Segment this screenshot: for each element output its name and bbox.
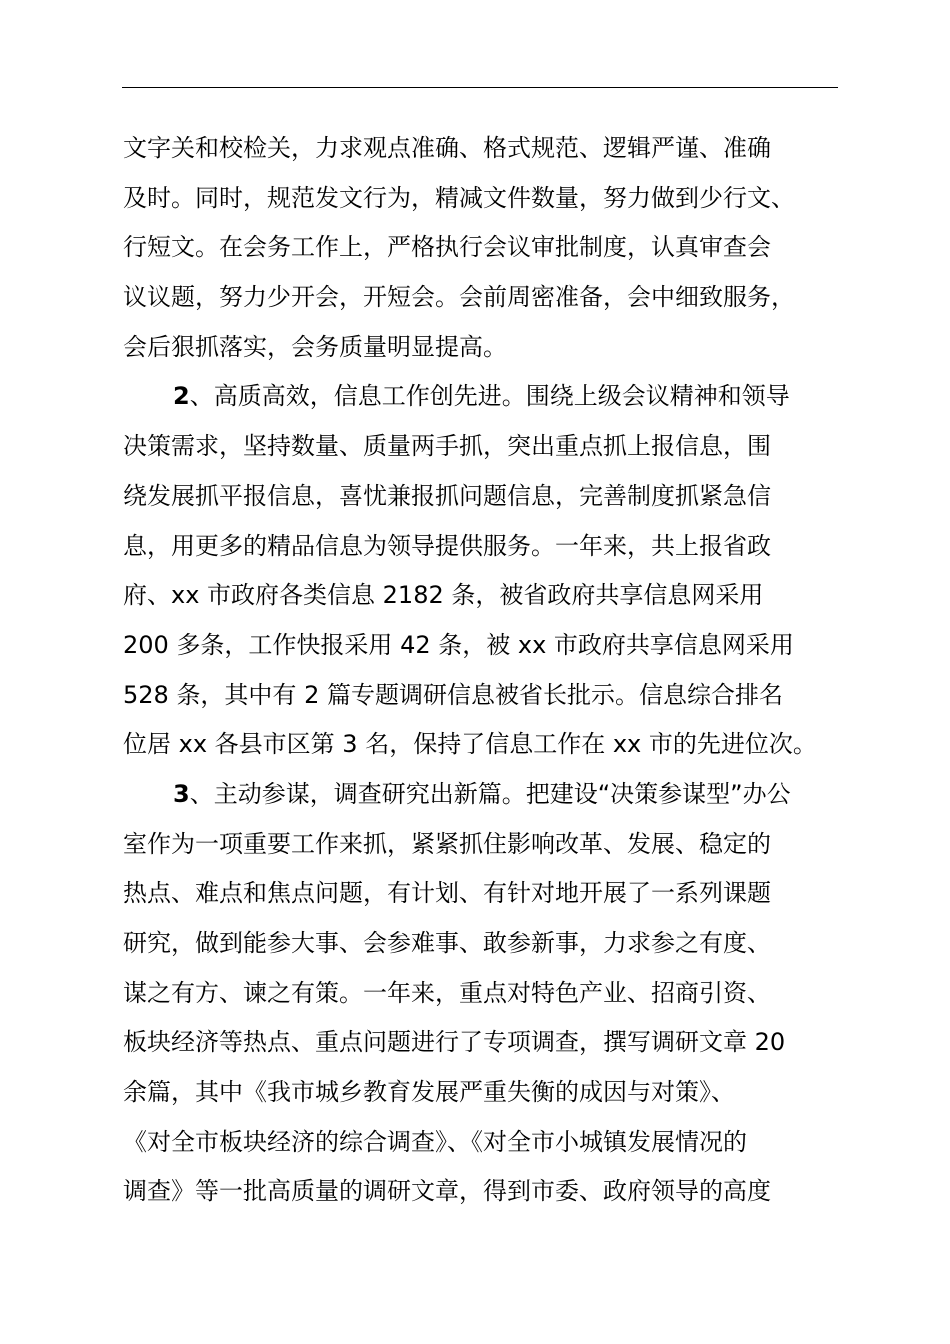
section-3-number: 3 [173, 779, 190, 808]
paragraph-line: 室作为一项重要工作来抓，紧紧抓住影响改革、发展、稳定的 [123, 829, 771, 858]
paragraph-line: 热点、难点和焦点问题，有计划、有针对地开展了一系列课题 [123, 879, 771, 908]
paragraph-line: 及时。同时，规范发文行为，精减文件数量，努力做到少行文、 [123, 183, 795, 212]
section-2-first-line: 、高质高效，信息工作创先进。围绕上级会议精神和领导 [189, 382, 790, 411]
paragraph-line: 行短文。在会务工作上，严格执行会议审批制度，认真审查会 [123, 233, 771, 262]
section-3-first-line: 、主动参谋，调查研究出新篇。把建设“决策参谋型”办公 [189, 779, 791, 808]
paragraph-line: 文字关和校检关，力求观点准确、格式规范、逻辑严谨、准确 [123, 134, 771, 162]
paragraph-line: 决策需求，坚持数量、质量两手抓，突出重点抓上报信息，围 [123, 432, 771, 461]
paragraph-line: 余篇，其中《我市城乡教育发展严重失衡的成因与对策》、 [123, 1078, 735, 1107]
paragraph-line: 528 条，其中有 2 篇专题调研信息被省长批示。信息综合排名 [123, 680, 783, 709]
paragraph-line: 议议题，努力少开会，开短会。会前周密准备，会中细致服务， [123, 283, 795, 312]
paragraph-line: 绕发展抓平报信息，喜忧兼报抓问题信息，完善制度抓紧急信 [123, 481, 771, 510]
paragraph-line: 《对全市板块经济的综合调查》、《对全市小城镇发展情况的 [123, 1127, 747, 1156]
paragraph-line: 位居 xx 各县市区第 3 名，保持了信息工作在 xx 市的先进位次。 [123, 730, 817, 759]
paragraph-line: 府、xx 市政府各类信息 2182 条，被省政府共享信息网采用 [123, 581, 764, 610]
paragraph-line: 会后狠抓落实，会务质量明显提高。 [123, 332, 507, 361]
paragraph-line: 200 多条，工作快报采用 42 条，被 xx 市政府共享信息网采用 [123, 630, 794, 659]
header-rule [122, 87, 838, 88]
paragraph-line: 调查》等一批高质量的调研文章，得到市委、政府领导的高度 [123, 1177, 771, 1206]
section-2-heading-line [123, 372, 863, 422]
paragraph-line: 研究，做到能参大事、会参难事、敢参新事，力求参之有度、 [123, 929, 771, 957]
section-2-number: 2 [173, 382, 190, 411]
paragraph-line: 板块经济等热点、重点问题进行了专项调查，撰写调研文章 20 [123, 1028, 786, 1057]
section-3-heading-line [123, 770, 863, 820]
document-body [123, 124, 863, 1217]
paragraph-line: 谋之有方、谏之有策。一年来，重点对特色产业、招商引资、 [123, 978, 771, 1007]
paragraph-line: 息，用更多的精品信息为领导提供服务。一年来，共上报省政 [123, 531, 771, 560]
